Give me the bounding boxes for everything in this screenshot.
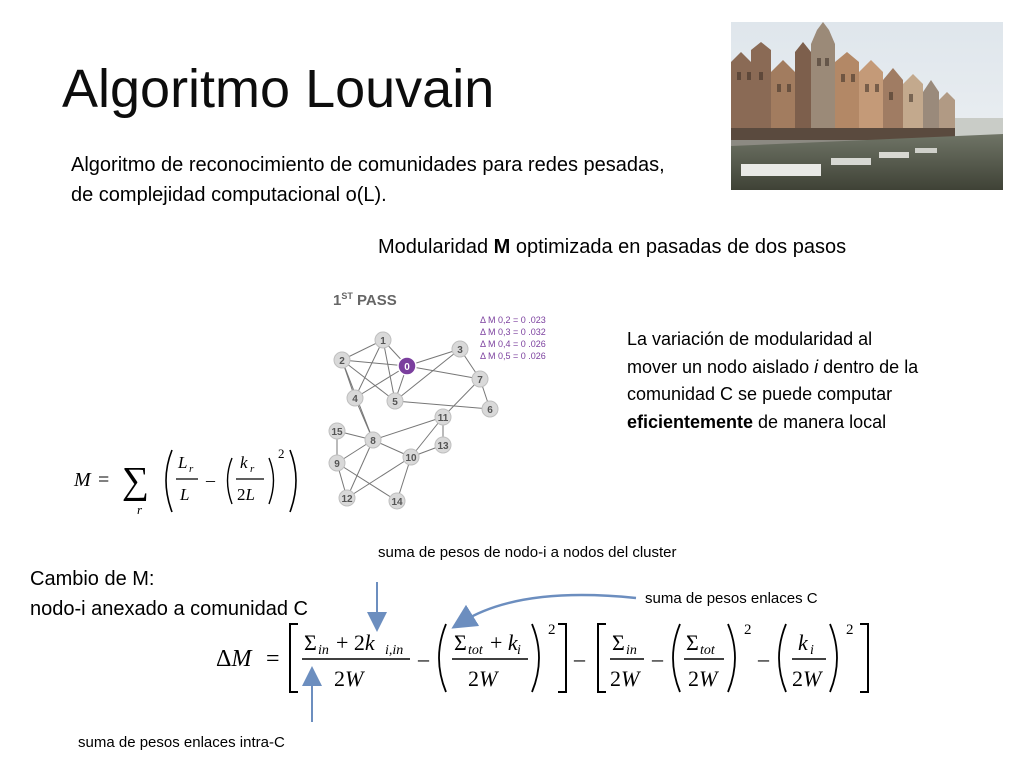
svg-text:9: 9 bbox=[334, 459, 340, 470]
variation-italic: i bbox=[814, 356, 819, 377]
delta-item: Δ M 0,5 = 0 .026 bbox=[480, 351, 546, 361]
svg-text:M: M bbox=[74, 469, 91, 491]
svg-text:3: 3 bbox=[457, 345, 463, 356]
svg-text:–: – bbox=[206, 470, 215, 490]
pass-label-text: PASS bbox=[352, 292, 397, 309]
annotation-links-c: suma de pesos enlaces C bbox=[645, 590, 818, 607]
svg-text:2W: 2W bbox=[792, 666, 822, 691]
svg-text:k: k bbox=[240, 453, 248, 472]
svg-text:–: – bbox=[652, 646, 663, 671]
modularity-heading bbox=[378, 236, 846, 259]
modularity-heading-bold: M bbox=[493, 236, 511, 258]
graph-node bbox=[472, 371, 488, 387]
network-graph bbox=[320, 300, 570, 515]
graph-node bbox=[482, 401, 498, 417]
annotation-intra-c: suma de pesos enlaces intra-C bbox=[78, 734, 285, 751]
svg-text:8: 8 bbox=[370, 436, 376, 447]
svg-text:=: = bbox=[98, 469, 110, 491]
svg-text:tot: tot bbox=[700, 643, 715, 658]
svg-text:5: 5 bbox=[392, 397, 398, 408]
svg-text:2: 2 bbox=[278, 446, 285, 461]
svg-text:Σ: Σ bbox=[686, 630, 699, 655]
annotation-cluster-weights: suma de pesos de nodo-i a nodos del cluster bbox=[378, 544, 677, 561]
change-line2: nodo-i anexado a comunidad C bbox=[30, 598, 308, 620]
svg-text:0: 0 bbox=[404, 362, 410, 373]
svg-text:–: – bbox=[574, 646, 585, 671]
svg-text:i: i bbox=[517, 643, 521, 658]
delta-m-formula bbox=[214, 618, 878, 700]
graph-node bbox=[334, 352, 350, 368]
graph-node bbox=[452, 341, 468, 357]
graph-node bbox=[435, 409, 451, 425]
graph-node bbox=[347, 390, 363, 406]
svg-text:4: 4 bbox=[352, 394, 358, 405]
svg-text:Σ: Σ bbox=[454, 630, 467, 655]
svg-text:6: 6 bbox=[487, 405, 493, 416]
svg-text:2: 2 bbox=[744, 622, 752, 638]
city-canal-photo-icon bbox=[731, 22, 1003, 190]
svg-text:+ k: + k bbox=[490, 630, 518, 655]
change-line1: Cambio de M: bbox=[30, 568, 155, 590]
variation-p3: de manera local bbox=[753, 411, 887, 432]
delta-item: Δ M 0,2 = 0 .023 bbox=[480, 315, 546, 325]
modularity-formula bbox=[72, 436, 312, 522]
modularity-heading-pre: Modularidad bbox=[378, 236, 494, 258]
graph-node bbox=[387, 393, 403, 409]
svg-text:in: in bbox=[318, 643, 329, 658]
intro-text: Algoritmo de reconocimiento de comunidades para redes pesadas, de complejidad computacional o(L). bbox=[71, 154, 665, 206]
variation-p2: dentro de la comunidad C se puede computar bbox=[627, 356, 919, 404]
svg-text:2W: 2W bbox=[334, 666, 364, 691]
svg-text:2: 2 bbox=[548, 622, 556, 638]
svg-text:tot: tot bbox=[468, 643, 483, 658]
svg-text:in: in bbox=[626, 643, 637, 658]
svg-text:2W: 2W bbox=[468, 666, 498, 691]
svg-text:15: 15 bbox=[331, 427, 343, 438]
slide-title: Algoritmo Louvain bbox=[62, 59, 495, 119]
svg-text:11: 11 bbox=[437, 413, 449, 424]
graph-node bbox=[339, 490, 355, 506]
svg-text:L: L bbox=[178, 453, 188, 472]
svg-text:1: 1 bbox=[380, 336, 386, 347]
graph-node bbox=[365, 432, 381, 448]
svg-text:2W: 2W bbox=[610, 666, 640, 691]
graph-node bbox=[435, 437, 451, 453]
svg-text:12: 12 bbox=[341, 494, 353, 505]
svg-text:14: 14 bbox=[391, 497, 403, 508]
svg-text:2: 2 bbox=[846, 622, 854, 638]
graph-center-node bbox=[398, 357, 416, 375]
delta-item: Δ M 0,3 = 0 .032 bbox=[480, 327, 546, 337]
svg-text:Σ: Σ bbox=[612, 630, 625, 655]
svg-text:10: 10 bbox=[405, 453, 417, 464]
modularity-heading-post: optimizada en pasadas de dos pasos bbox=[510, 236, 847, 258]
variation-bold: eficientemente bbox=[627, 411, 754, 432]
svg-text:2: 2 bbox=[339, 356, 345, 367]
variation-text bbox=[627, 326, 927, 436]
svg-text:i,in: i,in bbox=[385, 643, 404, 658]
svg-text:i: i bbox=[810, 643, 814, 658]
svg-text:2W: 2W bbox=[688, 666, 718, 691]
graph-node bbox=[329, 455, 345, 471]
svg-text:=: = bbox=[266, 646, 280, 672]
svg-text:r: r bbox=[137, 502, 143, 517]
variation-p1: La variación de modularidad al mover un nodo aislado bbox=[627, 329, 873, 377]
svg-text:2L: 2L bbox=[237, 485, 255, 504]
svg-text:r: r bbox=[189, 463, 194, 475]
delta-list bbox=[480, 315, 546, 361]
graph-node bbox=[403, 449, 419, 465]
pass-label-sup: ST bbox=[341, 291, 353, 301]
svg-text:–: – bbox=[418, 646, 429, 671]
svg-text:Σ: Σ bbox=[304, 630, 317, 655]
delta-item: Δ M 0,4 = 0 .026 bbox=[480, 339, 546, 349]
svg-text:13: 13 bbox=[437, 441, 449, 452]
graph-node bbox=[329, 423, 345, 439]
svg-text:7: 7 bbox=[477, 375, 483, 386]
change-heading bbox=[30, 564, 308, 624]
pass-label-num: 1 bbox=[333, 292, 342, 309]
graph-node bbox=[389, 493, 405, 509]
svg-text:∑: ∑ bbox=[122, 460, 150, 502]
svg-text:ΔM: ΔM bbox=[216, 646, 252, 672]
svg-text:k: k bbox=[798, 630, 808, 655]
svg-text:–: – bbox=[758, 646, 769, 671]
svg-text:r: r bbox=[250, 463, 255, 475]
graph-node bbox=[375, 332, 391, 348]
svg-text:+ 2k: + 2k bbox=[336, 630, 375, 655]
svg-text:L: L bbox=[180, 485, 190, 504]
